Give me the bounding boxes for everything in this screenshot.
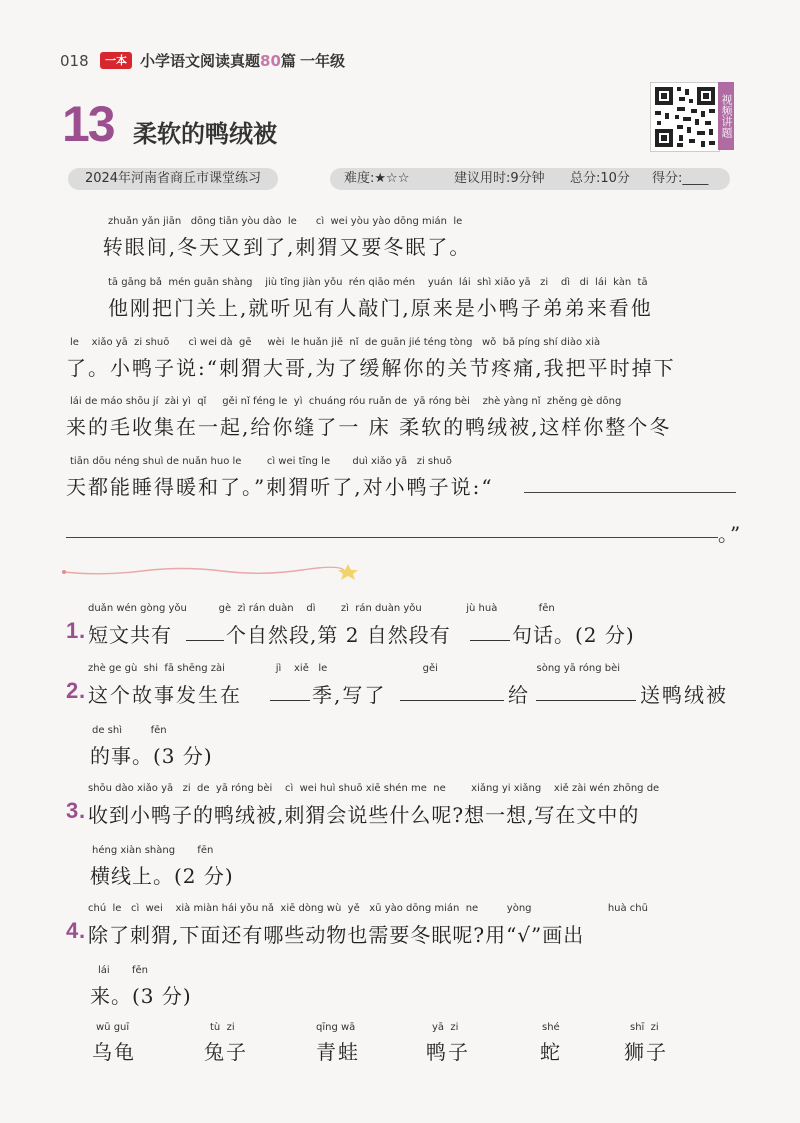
animal-pinyin: shī zi bbox=[630, 1022, 659, 1033]
question-dot: . bbox=[79, 618, 86, 643]
answer-line[interactable] bbox=[66, 537, 718, 538]
passage-line: 天都能睡得暖和了。”刺猬听了,对小鸭子说:“ bbox=[66, 475, 494, 499]
pinyin-line: shōu dào xiǎo yā zi de yā róng bèi cì wei huì shuō xiē shén me ne xiǎng yi xiǎng xiě zài wén zhōng de bbox=[88, 783, 660, 794]
source-badge: 2024年河南省商丘市课堂练习 bbox=[68, 168, 278, 190]
animal-option[interactable]: 蛇 bbox=[540, 1040, 562, 1064]
passage-line: 转眼间,冬天又到了,刺猬又要冬眠了。 bbox=[86, 235, 472, 259]
question-text: 送鸭绒被 bbox=[640, 683, 728, 707]
question-dot: . bbox=[79, 918, 86, 943]
answer-blank[interactable] bbox=[536, 700, 636, 701]
question-dot: . bbox=[79, 678, 86, 703]
question-text: 给 bbox=[508, 683, 530, 707]
question-dot: . bbox=[79, 798, 86, 823]
page-number: 018 bbox=[60, 52, 89, 70]
brand-logo: 一本 bbox=[100, 52, 132, 69]
pinyin-line: zhè ge gù shi fā shēng zài jì xiě le gěi sòng yā róng bèi bbox=[88, 663, 621, 674]
question-text: 除了刺猬,下面还有哪些动物也需要冬眠呢?用“√”画出 bbox=[88, 923, 585, 947]
answer-blank[interactable] bbox=[470, 640, 510, 641]
passage-line: 了。小鸭子说:“刺猬大哥,为了缓解你的关节疼痛,我把平时掉下 bbox=[66, 356, 676, 380]
qr-code-icon[interactable] bbox=[650, 82, 720, 152]
lesson-number: 13 bbox=[62, 96, 114, 152]
question-text: 季,写了 bbox=[312, 683, 387, 707]
answer-blank[interactable] bbox=[270, 700, 310, 701]
animal-pinyin: tù zi bbox=[210, 1022, 235, 1033]
grade-label: 一年级 bbox=[300, 52, 346, 70]
answer-blank[interactable] bbox=[186, 640, 224, 641]
video-explain-tag[interactable]: 视频讲题 bbox=[718, 82, 734, 150]
animal-option[interactable]: 兔子 bbox=[204, 1040, 248, 1064]
question-text: 收到小鸭子的鸭绒被,刺猬会说些什么呢?想一想,写在文中的 bbox=[88, 803, 640, 827]
book-count: 80 bbox=[260, 52, 281, 70]
suggested-time: 建议用时:9分钟 bbox=[454, 171, 545, 186]
lesson-title: 柔软的鸭绒被 bbox=[133, 120, 277, 148]
pinyin-line: tiān dōu néng shuì de nuǎn huo le cì wei tīng le duì xiǎo yā zi shuō bbox=[70, 456, 452, 467]
question-text: 个自然段,第 2 自然段有 bbox=[226, 623, 451, 647]
difficulty: 难度:★☆☆ bbox=[344, 171, 410, 186]
question-number: 4 bbox=[66, 918, 79, 943]
passage-end-quote: 。” bbox=[718, 522, 743, 546]
animal-pinyin: wū guī bbox=[96, 1022, 130, 1033]
question-text: 句话。(2 分) bbox=[512, 623, 635, 647]
animal-option[interactable]: 青蛙 bbox=[316, 1040, 360, 1064]
book-unit: 篇 bbox=[280, 52, 296, 70]
meta-bar bbox=[330, 168, 730, 190]
pinyin-line: tā gāng bǎ mén guān shàng jiù tīng jiàn yǒu rén qiāo mén yuán lái shì xiǎo yā zi dì di lái kàn tā bbox=[108, 277, 648, 288]
question-number: 3 bbox=[66, 798, 79, 823]
pinyin-line: héng xiàn shàng fēn bbox=[92, 845, 214, 856]
passage-line: 来的毛收集在一起,给你缝了一 床 柔软的鸭绒被,这样你整个冬 bbox=[66, 415, 672, 439]
pinyin-line: duǎn wén gòng yǒu gè zì rán duàn dì zì rán duàn yǒu jù huà fēn bbox=[88, 603, 555, 614]
animal-option[interactable]: 狮子 bbox=[624, 1040, 668, 1064]
animal-pinyin: qīng wā bbox=[316, 1022, 356, 1033]
animal-option[interactable]: 鸭子 bbox=[426, 1040, 470, 1064]
answer-line[interactable] bbox=[524, 492, 736, 493]
qr-code-graphic bbox=[651, 83, 719, 151]
score-field[interactable]: 得分:____ bbox=[652, 171, 709, 186]
question-number: 2 bbox=[66, 678, 79, 703]
answer-blank[interactable] bbox=[400, 700, 504, 701]
pinyin-line: chú le cì wei xià miàn hái yǒu nǎ xiē dòng wù yě xū yào dōng mián ne yòng huà chū bbox=[88, 903, 648, 914]
question-text: 来。(3 分) bbox=[90, 984, 192, 1008]
question-text: 短文共有 bbox=[88, 623, 172, 647]
animal-pinyin: shé bbox=[542, 1022, 560, 1033]
animal-option[interactable]: 乌龟 bbox=[92, 1040, 136, 1064]
book-title bbox=[140, 50, 296, 71]
total-score: 总分:10分 bbox=[570, 171, 630, 186]
question-text: 这个故事发生在 bbox=[88, 683, 242, 707]
decorative-divider bbox=[62, 560, 362, 582]
passage-line: 他刚把门关上,就听见有人敲门,原来是小鸭子弟弟来看他 bbox=[108, 296, 653, 320]
pinyin-line: le xiǎo yā zi shuō cì wei dà gē wèi le huǎn jiě nǐ de guān jié téng tòng wǒ bǎ píng shí diào xià bbox=[70, 337, 601, 348]
pinyin-line: lái fēn bbox=[98, 965, 148, 976]
question-text: 的事。(3 分) bbox=[90, 744, 213, 768]
book-title-text: 小学语文阅读真题 bbox=[140, 52, 261, 70]
pinyin-line: zhuǎn yǎn jiān dōng tiān yòu dào le cì wei yòu yào dōng mián le bbox=[108, 216, 463, 227]
pinyin-line: lái de máo shōu jí zài yì qǐ gěi nǐ féng le yì chuáng róu ruǎn de yā róng bèi zhè yàng nǐ zhěng gè dōng bbox=[70, 396, 622, 407]
animal-pinyin: yā zi bbox=[432, 1022, 459, 1033]
question-text: 横线上。(2 分) bbox=[90, 864, 234, 888]
pinyin-line: de shì fēn bbox=[92, 725, 167, 736]
question-number: 1 bbox=[66, 618, 79, 643]
